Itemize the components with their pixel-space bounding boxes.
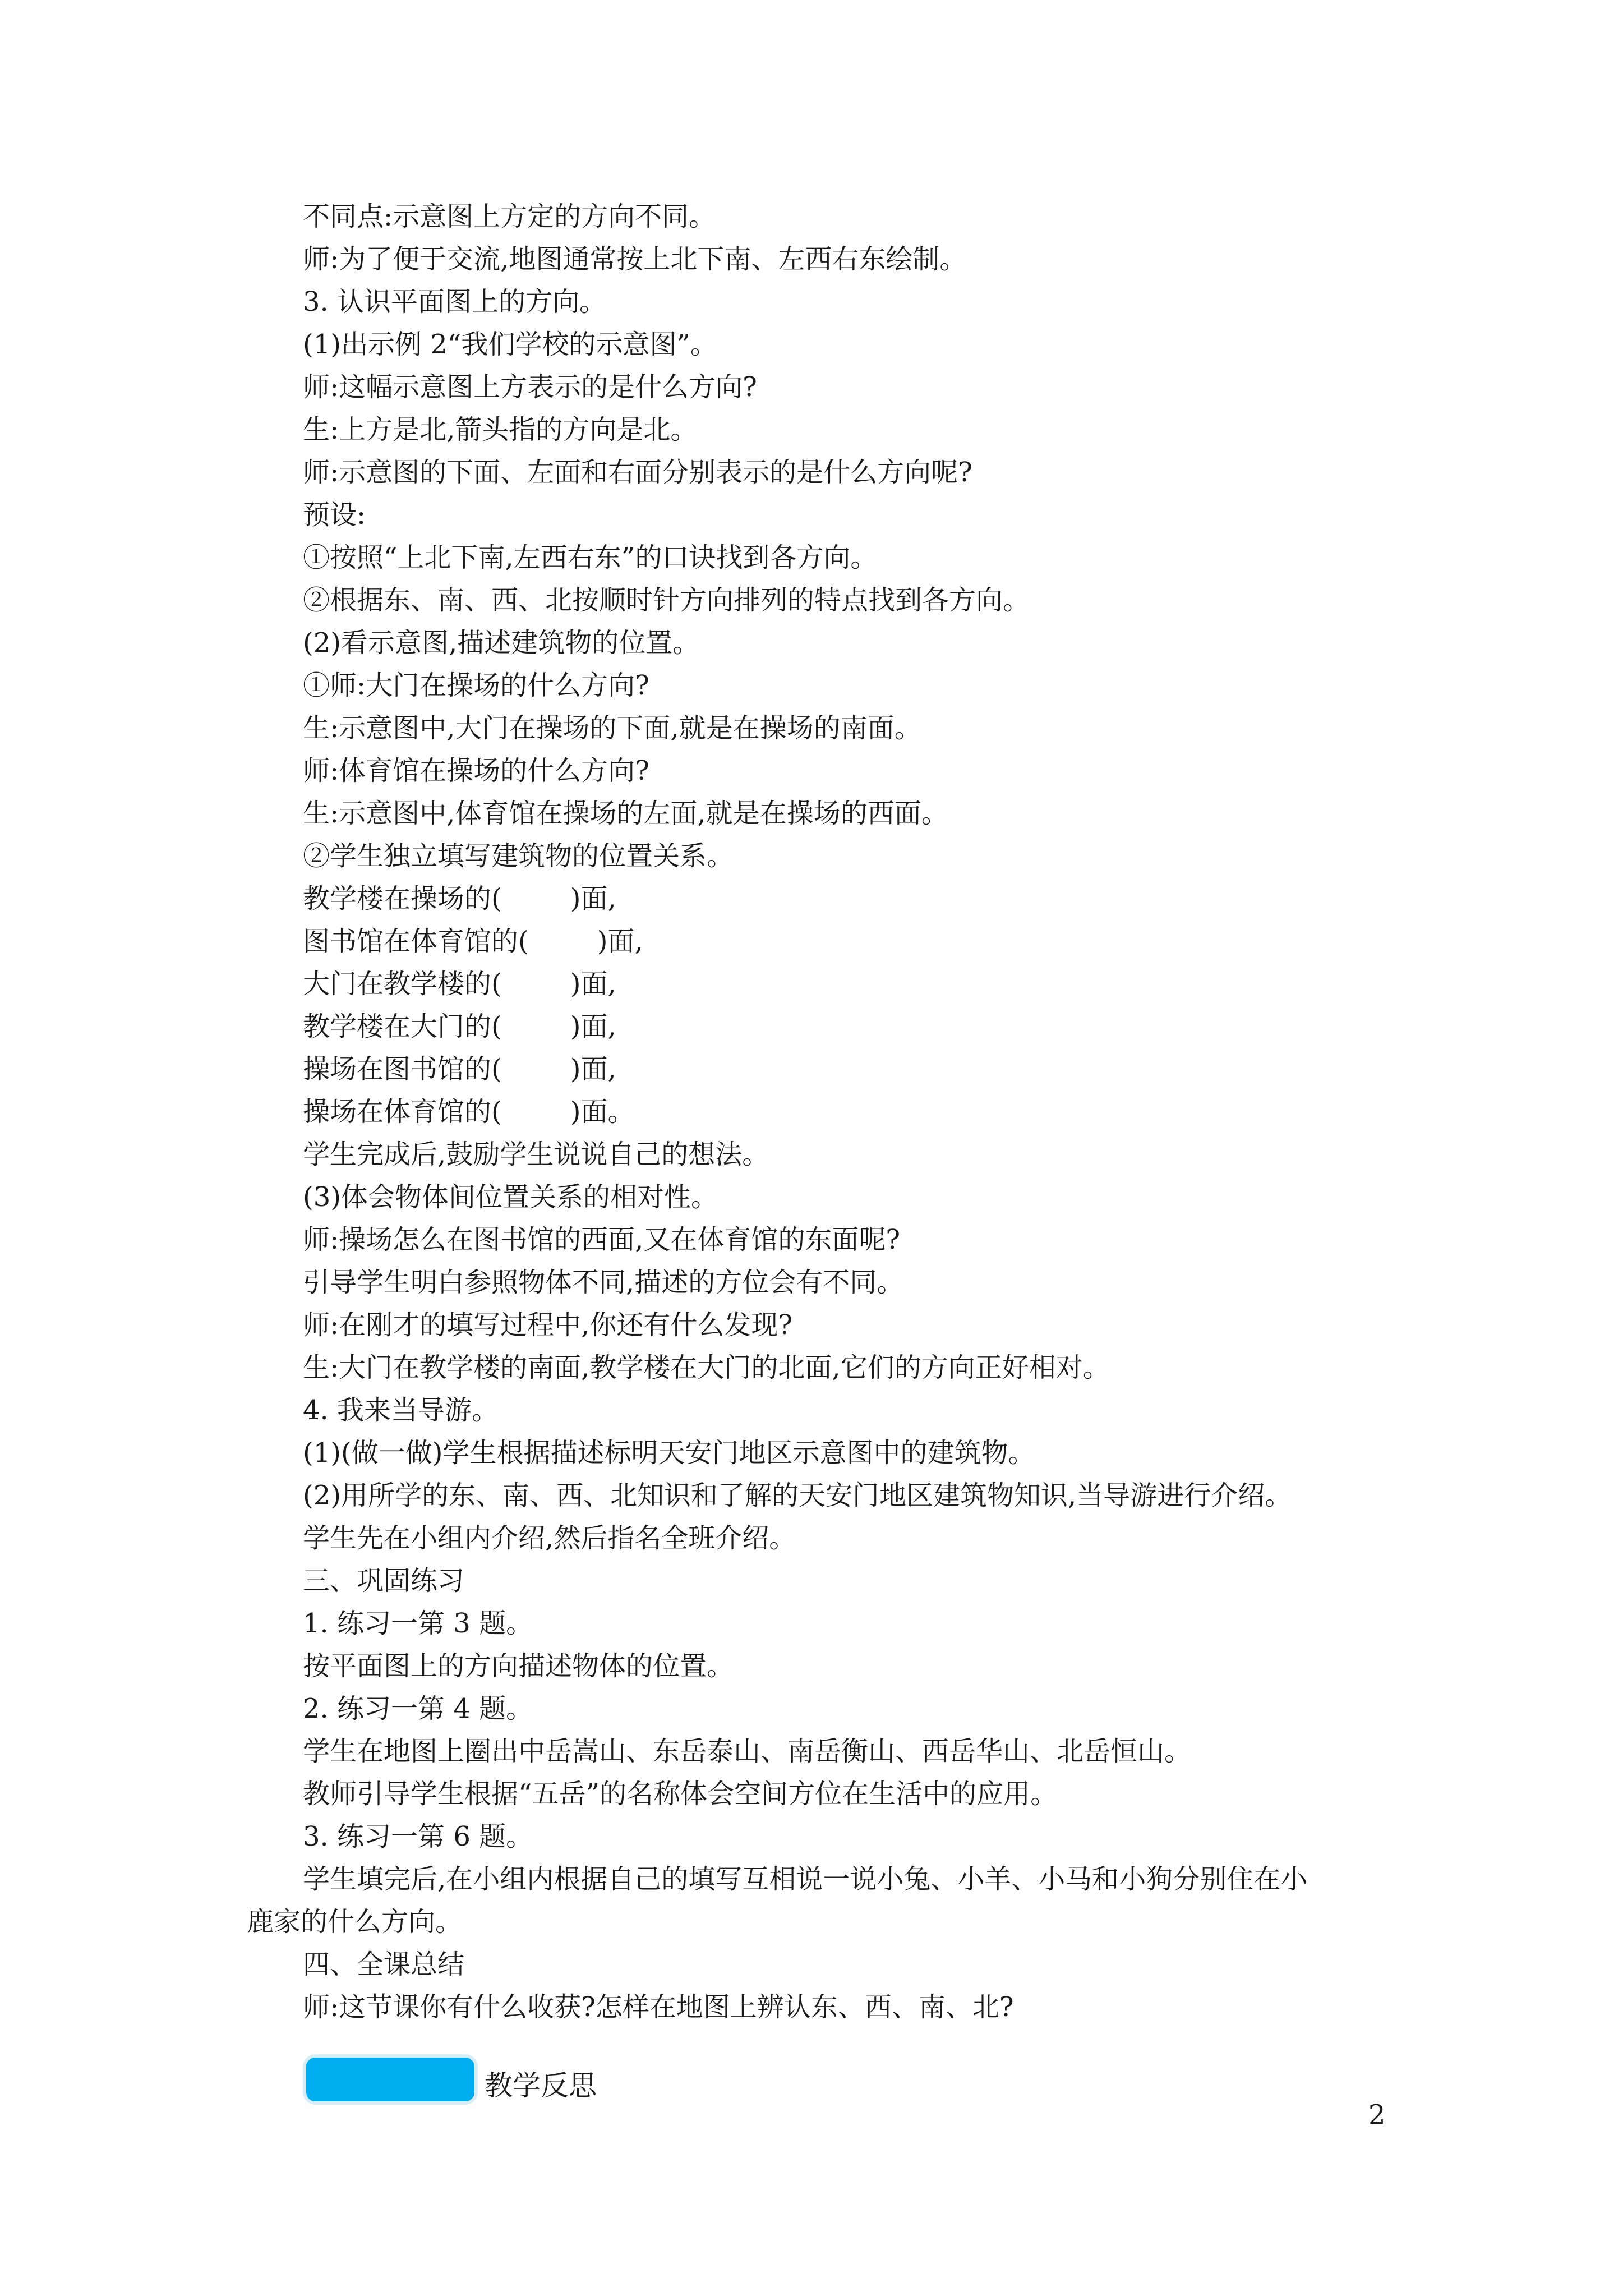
text-line: 学生先在小组内介绍,然后指名全班介绍。 xyxy=(303,1522,796,1554)
page-number: 2 xyxy=(1368,2099,1386,2131)
text-line: 操场在体育馆的( )面。 xyxy=(303,1096,635,1128)
text-line: ①师:大门在操场的什么方向? xyxy=(303,670,649,701)
text-line: 师:操场怎么在图书馆的西面,又在体育馆的东面呢? xyxy=(303,1224,901,1255)
text-line: 师:这节课你有什么收获?怎样在地图上辨认东、西、南、北? xyxy=(303,1991,1014,2023)
text-line: 四、全课总结 xyxy=(303,1949,465,1980)
text-line: 师:这幅示意图上方表示的是什么方向? xyxy=(303,371,757,403)
text-line: ②根据东、南、西、北按顺时针方向排列的特点找到各方向。 xyxy=(303,585,1030,616)
text-line: 图书馆在体育馆的( )面, xyxy=(303,926,643,957)
text-line: ①按照“上北下南,左西右东”的口诀找到各方向。 xyxy=(303,542,878,573)
text-line: 师:示意图的下面、左面和右面分别表示的是什么方向呢? xyxy=(303,457,972,488)
text-line: 生:示意图中,大门在操场的下面,就是在操场的南面。 xyxy=(303,712,921,744)
text-line: 教师引导学生根据“五岳”的名称体会空间方位在生活中的应用。 xyxy=(303,1778,1058,1810)
body-text xyxy=(247,195,1413,2028)
text-line: 生:示意图中,体育馆在操场的左面,就是在操场的西面。 xyxy=(303,798,948,829)
text-line: (2)看示意图,描述建筑物的位置。 xyxy=(303,627,700,659)
text-line: 学生填完后,在小组内根据自己的填写互相说一说小兔、小羊、小马和小狗分别住在小 xyxy=(303,1864,1308,1895)
text-line: 教学楼在大门的( )面, xyxy=(303,1011,616,1042)
text-line: 3. 练习一第 6 题。 xyxy=(303,1821,533,1852)
text-line: (1)(做一做)学生根据描述标明天安门地区示意图中的建筑物。 xyxy=(303,1437,1035,1469)
text-line: 学生完成后,鼓励学生说说自己的想法。 xyxy=(303,1139,769,1170)
reflection-section-header xyxy=(303,2042,597,2109)
text-line: 3. 认识平面图上的方向。 xyxy=(303,286,607,318)
section-label: 教学反思 xyxy=(485,2069,597,2102)
text-line: 操场在图书馆的( )面, xyxy=(303,1053,616,1085)
text-line: 鹿家的什么方向。 xyxy=(247,1906,463,1938)
text-line: 按平面图上的方向描述物体的位置。 xyxy=(303,1650,734,1682)
text-line: 师:为了便于交流,地图通常按上北下南、左西右东绘制。 xyxy=(303,243,967,275)
text-line: 师:在刚才的填写过程中,你还有什么发现? xyxy=(303,1309,793,1341)
text-line: 师:体育馆在操场的什么方向? xyxy=(303,755,649,786)
text-line: 不同点:示意图上方定的方向不同。 xyxy=(303,201,716,232)
text-line: 教学楼在操场的( )面, xyxy=(303,883,616,914)
text-line: 学生在地图上圈出中岳嵩山、东岳泰山、南岳衡山、西岳华山、北岳恒山。 xyxy=(303,1736,1192,1767)
text-line: 生:大门在教学楼的南面,教学楼在大门的北面,它们的方向正好相对。 xyxy=(303,1352,1110,1383)
text-line: 1. 练习一第 3 题。 xyxy=(303,1608,533,1639)
text-line: 生:上方是北,箭头指的方向是北。 xyxy=(303,414,698,445)
text-line: (2)用所学的东、南、西、北知识和了解的天安门地区建筑物知识,当导游进行介绍。 xyxy=(303,1480,1292,1511)
text-line: 大门在教学楼的( )面, xyxy=(303,968,616,1000)
text-line: 4. 我来当导游。 xyxy=(303,1395,499,1426)
text-line: 三、巩固练习 xyxy=(303,1565,465,1596)
section-badge xyxy=(303,2054,478,2105)
text-line: 预设: xyxy=(303,499,366,531)
text-line: 2. 练习一第 4 题。 xyxy=(303,1693,533,1724)
text-line: (3)体会物体间位置关系的相对性。 xyxy=(303,1181,718,1213)
text-line: ②学生独立填写建筑物的位置关系。 xyxy=(303,840,734,872)
text-line: (1)出示例 2“我们学校的示意图”。 xyxy=(303,329,717,360)
text-line: 引导学生明白参照物体不同,描述的方位会有不同。 xyxy=(303,1267,904,1298)
